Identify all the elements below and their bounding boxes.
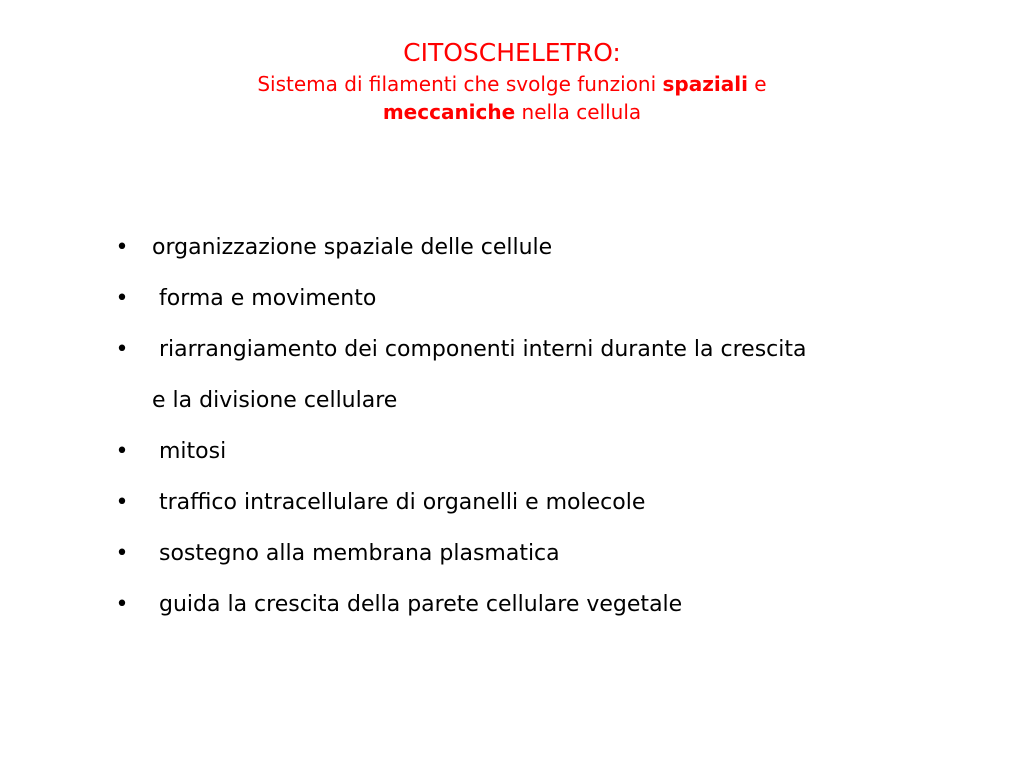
bullet-dot-icon: • [115, 286, 129, 311]
bullet-dot-icon: • [115, 592, 129, 617]
subtitle-text: nella cellula [515, 100, 642, 124]
subtitle-bold-term: meccaniche [382, 100, 516, 124]
bullet-dot-icon: • [115, 490, 129, 515]
bullet-item [112, 579, 992, 630]
bullet-text: guida la crescita della parete cellulare vegetale [152, 592, 683, 617]
bullet-text: organizzazione spaziale delle cellule [152, 235, 553, 260]
title-block [0, 36, 1024, 126]
bullet-dot-icon: • [115, 337, 129, 362]
bullet-text: forma e movimento [152, 286, 377, 311]
subtitle-text: e [747, 72, 767, 96]
slide-subtitle-line-1 [0, 70, 1024, 98]
subtitle-text: Sistema di filamenti che svolge funzioni [257, 72, 663, 96]
bullet-item [112, 222, 992, 273]
bullet-dot-icon: • [115, 439, 129, 464]
bullet-list [112, 222, 992, 630]
bullet-item [112, 477, 992, 528]
bullet-text: e la divisione cellulare [152, 388, 398, 413]
bullet-item [112, 324, 992, 375]
bullet-text: riarrangiamento dei componenti interni durante la crescita [152, 337, 807, 362]
bullet-item [112, 528, 992, 579]
bullet-text: traffico intracellulare di organelli e molecole [152, 490, 646, 515]
bullet-item [112, 426, 992, 477]
bullet-text: sostegno alla membrana plasmatica [152, 541, 560, 566]
slide-title: CITOSCHELETRO: [403, 38, 621, 67]
slide-subtitle-line-2 [0, 98, 1024, 126]
bullet-dot-icon: • [115, 235, 129, 260]
bullet-continuation [112, 375, 992, 426]
bullet-text: mitosi [152, 439, 227, 464]
bullet-dot-icon: • [115, 541, 129, 566]
subtitle-bold-term: spaziali [662, 72, 748, 96]
bullet-item [112, 273, 992, 324]
